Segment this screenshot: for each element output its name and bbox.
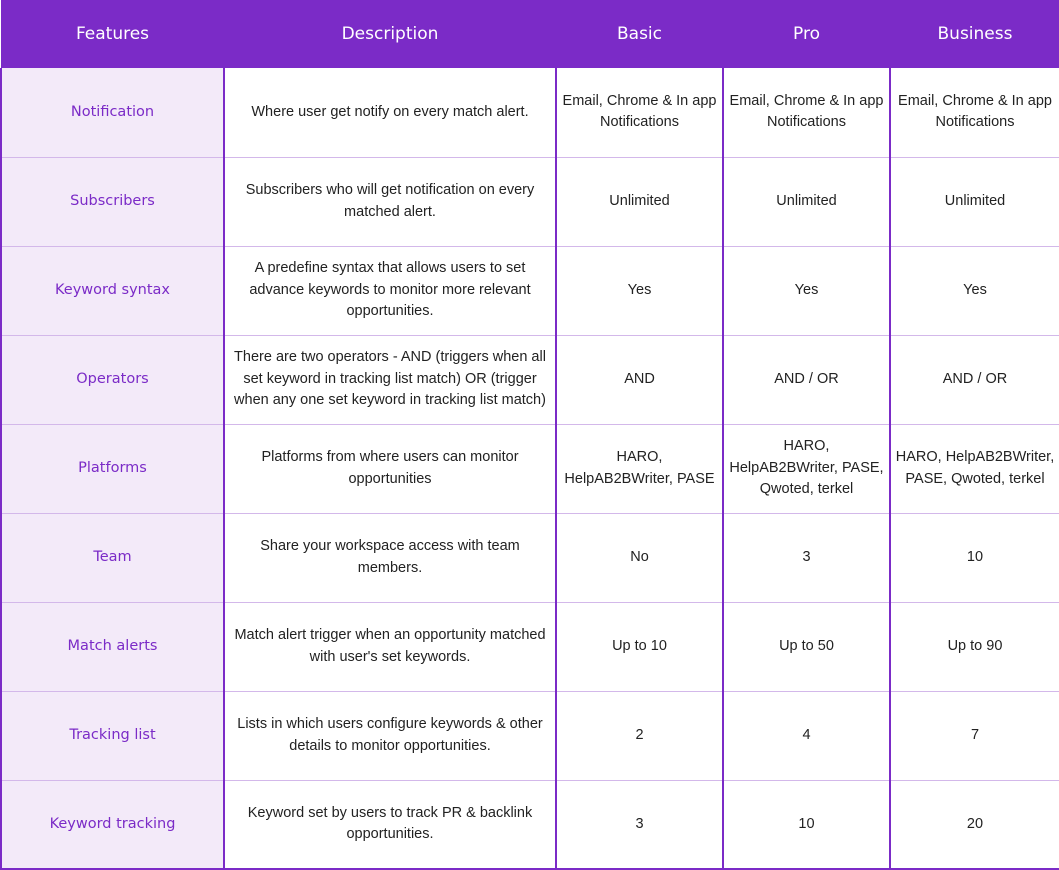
business-value: AND / OR (890, 335, 1059, 424)
table-row (1, 691, 1059, 780)
table-row (1, 424, 1059, 513)
header-features: Features (1, 0, 224, 68)
feature-description: Platforms from where users can monitor opportunities (224, 424, 556, 513)
feature-name: Notification (1, 68, 224, 157)
business-value: 20 (890, 780, 1059, 869)
feature-name: Platforms (1, 424, 224, 513)
basic-value: Email, Chrome & In app Notifications (556, 68, 723, 157)
table-row (1, 157, 1059, 246)
header-pro-plan: Pro (723, 0, 890, 68)
basic-value: HARO, HelpAB2BWriter, PASE (556, 424, 723, 513)
pro-value: AND / OR (723, 335, 890, 424)
feature-description: Subscribers who will get notification on every matched alert. (224, 157, 556, 246)
table-row (1, 780, 1059, 869)
feature-name: Operators (1, 335, 224, 424)
business-value: Email, Chrome & In app Notifications (890, 68, 1059, 157)
header-description: Description (224, 0, 556, 68)
table-row (1, 246, 1059, 335)
basic-value: Up to 10 (556, 602, 723, 691)
business-value: Up to 90 (890, 602, 1059, 691)
feature-description: There are two operators - AND (triggers when all set keyword in tracking list match) OR (trigger when any one set keyword in tracking list match) (224, 335, 556, 424)
feature-description: Lists in which users configure keywords & other details to monitor opportunities. (224, 691, 556, 780)
pro-value: Unlimited (723, 157, 890, 246)
table-body (1, 68, 1059, 869)
feature-name: Keyword syntax (1, 246, 224, 335)
feature-description: Share your workspace access with team members. (224, 513, 556, 602)
feature-description: Where user get notify on every match alert. (224, 68, 556, 157)
pro-value: HARO, HelpAB2BWriter, PASE, Qwoted, terkel (723, 424, 890, 513)
business-value: 7 (890, 691, 1059, 780)
pro-value: 3 (723, 513, 890, 602)
business-value: HARO, HelpAB2BWriter, PASE, Qwoted, terkel (890, 424, 1059, 513)
table-header (1, 0, 1059, 68)
pro-value: Up to 50 (723, 602, 890, 691)
basic-value: 2 (556, 691, 723, 780)
feature-description: A predefine syntax that allows users to set advance keywords to monitor more relevant opportunities. (224, 246, 556, 335)
feature-description: Keyword set by users to track PR & backlink opportunities. (224, 780, 556, 869)
basic-value: AND (556, 335, 723, 424)
table-row (1, 513, 1059, 602)
feature-name: Tracking list (1, 691, 224, 780)
table-row (1, 602, 1059, 691)
pro-value: Yes (723, 246, 890, 335)
basic-value: Yes (556, 246, 723, 335)
basic-value: Unlimited (556, 157, 723, 246)
business-value: Unlimited (890, 157, 1059, 246)
basic-value: No (556, 513, 723, 602)
header-row (1, 0, 1059, 68)
feature-name: Team (1, 513, 224, 602)
basic-value: 3 (556, 780, 723, 869)
table-row (1, 335, 1059, 424)
header-business-plan: Business (890, 0, 1059, 68)
feature-name: Match alerts (1, 602, 224, 691)
pro-value: 10 (723, 780, 890, 869)
business-value: Yes (890, 246, 1059, 335)
pro-value: Email, Chrome & In app Notifications (723, 68, 890, 157)
pro-value: 4 (723, 691, 890, 780)
table-row (1, 68, 1059, 157)
feature-description: Match alert trigger when an opportunity matched with user's set keywords. (224, 602, 556, 691)
feature-name: Subscribers (1, 157, 224, 246)
business-value: 10 (890, 513, 1059, 602)
header-basic-plan: Basic (556, 0, 723, 68)
feature-name: Keyword tracking (1, 780, 224, 869)
